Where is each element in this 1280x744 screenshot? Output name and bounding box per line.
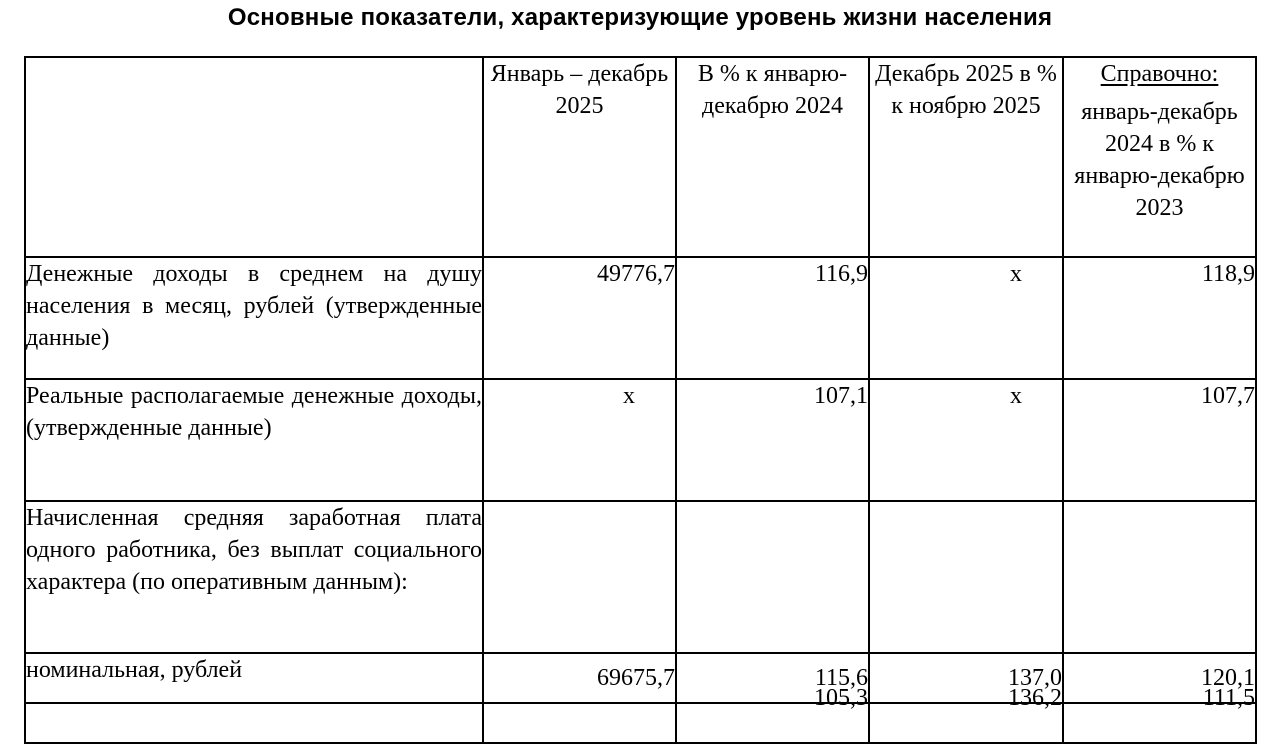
- header-pct-jan-dec-2024: В % к январю-декабрю 2024: [676, 57, 869, 257]
- cell-value: [1063, 501, 1256, 653]
- row-label: [25, 703, 483, 743]
- row-label: Реальные располагаемые денежные доходы, (утвержденные данные): [25, 379, 483, 501]
- cell-value: [869, 685, 1063, 743]
- cell-value-text: 105,3: [814, 685, 868, 711]
- table-row: [25, 379, 1256, 501]
- row-label: Денежные доходы в среднем на душу населения в месяц, рублей (утвержденные данные): [25, 257, 483, 379]
- page-title: Основные показатели, характеризующие уровень жизни населения: [227, 4, 1053, 31]
- cell-value: 107,7: [1063, 379, 1256, 501]
- table-row: [25, 653, 1256, 703]
- cell-value: [1063, 685, 1256, 743]
- indicators-table: [24, 56, 1257, 744]
- table-row: [25, 703, 1256, 743]
- cell-value: x: [869, 257, 1063, 379]
- table-header-row: [25, 57, 1256, 257]
- cell-value: 49776,7: [483, 257, 676, 379]
- cell-value: 120,1: [1063, 653, 1256, 703]
- cell-value: x: [869, 379, 1063, 501]
- cell-value: [483, 703, 676, 743]
- cell-value: 118,9: [1063, 257, 1256, 379]
- cell-value: x: [483, 379, 676, 501]
- cell-value: [869, 501, 1063, 653]
- table-row: [25, 501, 1256, 653]
- cell-value: 137,0: [869, 653, 1063, 703]
- cell-value-text: 111,5: [1202, 685, 1255, 711]
- cell-value-text: 136,2: [1008, 685, 1062, 711]
- header-reference-text: январь-декабрь 2024 в % к январю-декабрю 2023: [1074, 99, 1245, 221]
- row-label: Начисленная средняя заработная плата одного работника, без выплат социального характера (по оперативным данным):: [25, 501, 483, 653]
- cell-value: [676, 685, 869, 743]
- cell-value: [483, 501, 676, 653]
- header-jan-dec-2025: Январь – декабрь 2025: [483, 57, 676, 257]
- cell-value: 116,9: [676, 257, 869, 379]
- table-row: [25, 257, 1256, 379]
- cell-value: 107,1: [676, 379, 869, 501]
- header-empty-cell: [25, 57, 483, 257]
- row-label: номинальная, рублей: [25, 653, 483, 703]
- cell-value: [676, 501, 869, 653]
- header-reference: [1063, 57, 1256, 257]
- cell-value: 115,6: [676, 653, 869, 703]
- header-reference-label: Справочно:: [1100, 61, 1219, 87]
- cell-value: 69675,7: [483, 653, 676, 703]
- header-dec-vs-nov: Декабрь 2025 в % к ноябрю 2025: [869, 57, 1063, 257]
